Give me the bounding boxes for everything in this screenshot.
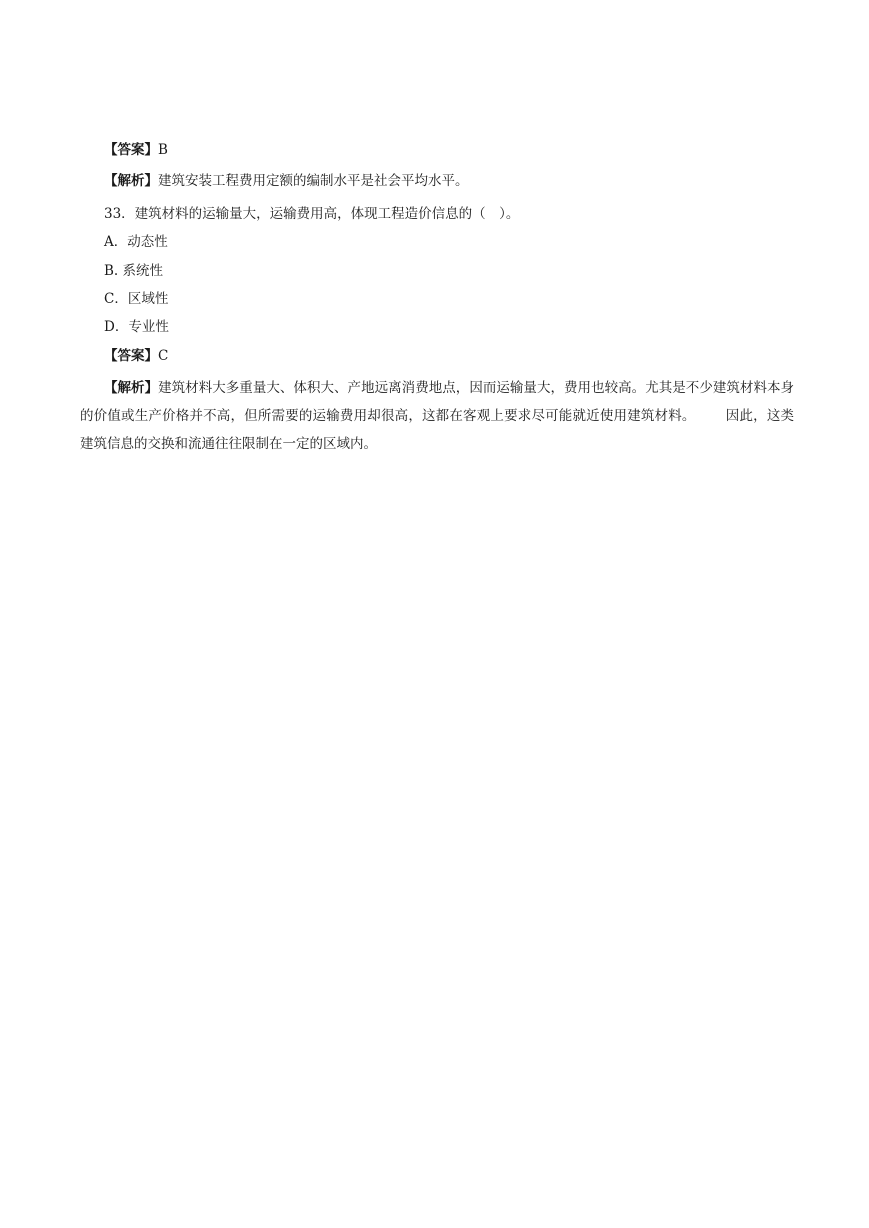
answer [104,347,168,365]
option-c: C．区域性 [104,291,169,307]
previous-analysis-label: 【解析】 [104,173,158,189]
previous-answer-label: 【答案】 [104,142,158,158]
question-number: 33． [104,206,135,222]
analysis-text-part2: 因此，这类建筑信息的交换和流通往往限制在一定的区域内。 [80,408,795,452]
previous-analysis [104,172,469,190]
analysis-text-part1: 建筑材料大多重量大、体积大、产地远离消费地点，因而运输量大，费用也较高。尤其是不少建筑材料本身的价值或生产价格并不高，但所需要的运输费用却很高，这都在客观上要求尽可能就近使用建筑材料。 [80,380,795,424]
analysis-label: 【解析】 [104,380,159,396]
option-b: B. 系统性 [104,263,164,279]
previous-answer [104,141,168,159]
answer-value: C [158,348,169,364]
question-text: 建筑材料的运输量大，运输费用高，体现工程造价信息的（ ）。 [134,206,520,222]
analysis-paragraph [80,374,794,458]
previous-answer-value: B [158,142,168,158]
question-33 [104,205,519,223]
option-a: A．动态性 [104,234,168,250]
answer-label: 【答案】 [104,348,158,364]
option-d: D．专业性 [104,319,169,335]
previous-analysis-text: 建筑安装工程费用定额的编制水平是社会平均水平。 [158,173,469,189]
